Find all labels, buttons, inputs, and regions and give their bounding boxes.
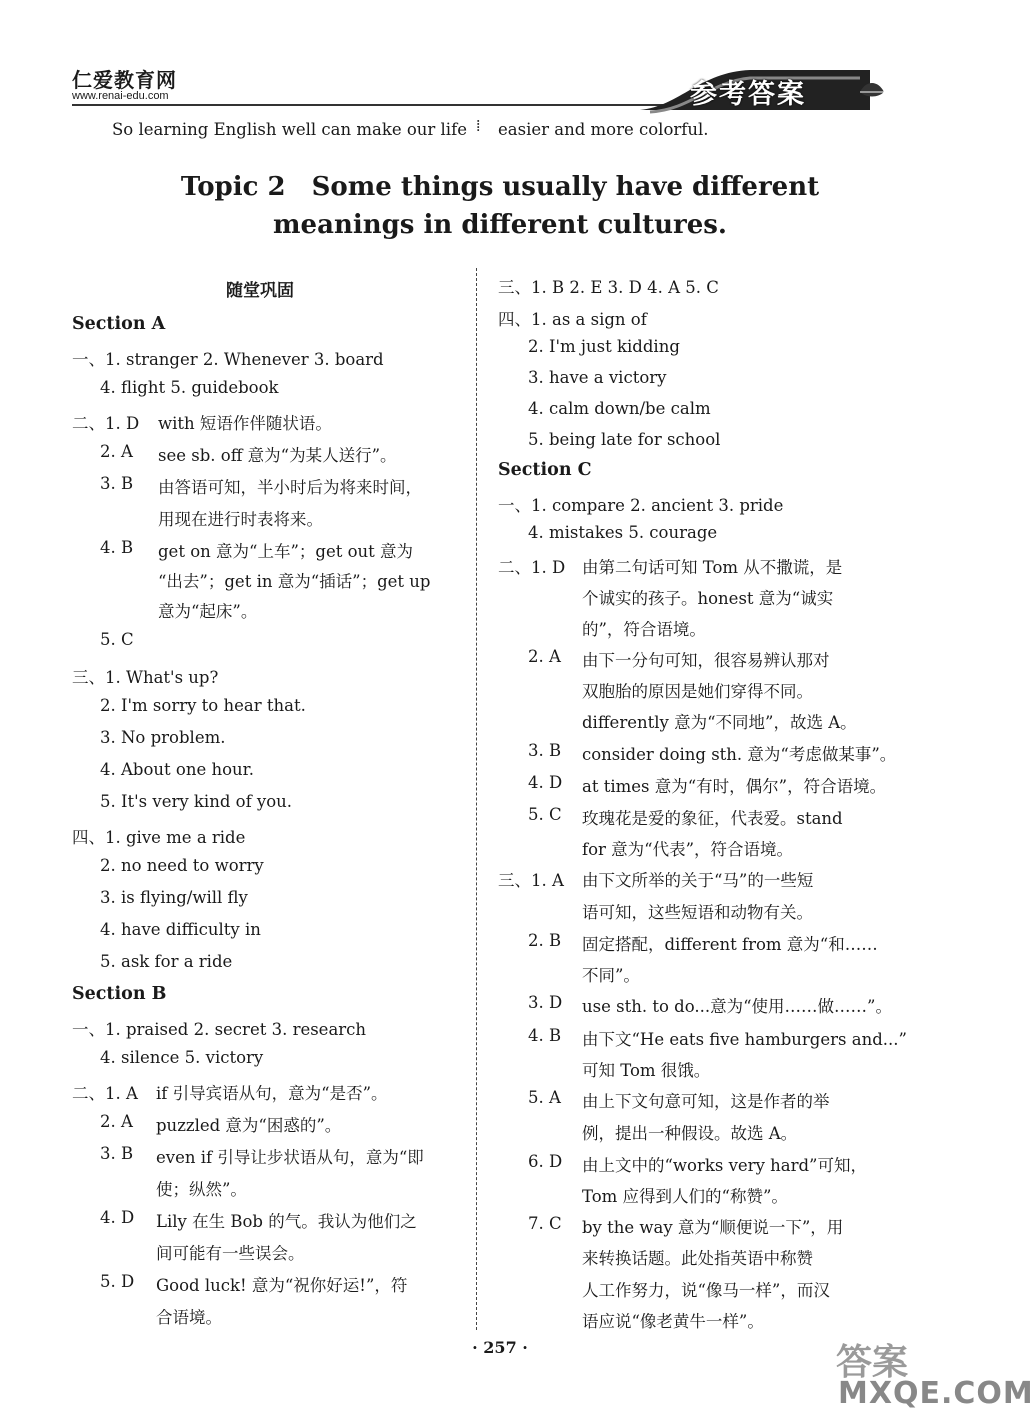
section-c-heading: Section C [498, 460, 592, 480]
topic-title-line1 [0, 172, 1000, 202]
column-divider [476, 268, 477, 1330]
b4-line4: 4. calm down/be calm [528, 399, 711, 418]
a2-q4-text1: get on 意为“上车”；get out 意为 [158, 542, 414, 561]
c2-q2-num: 2. A [528, 647, 561, 666]
c3-q3-text: use sth. to do...意为“使用……做……”。 [582, 997, 892, 1016]
b1-line2: 4. silence 5. victory [100, 1048, 264, 1067]
c1-line1: 一、1. compare 2. ancient 3. pride [498, 496, 784, 515]
b4-line3: 3. have a victory [528, 368, 667, 387]
b3-answers: 三、1. B 2. E 3. D 4. A 5. C [498, 278, 719, 297]
c3-q1-text2: 语可知，这些短语和动物有关。 [582, 903, 813, 922]
b2-q5-num: 5. D [100, 1272, 135, 1291]
a2-q2-text: see sb. off 意为“为某人送行”。 [158, 446, 397, 465]
c3-q6-text2: Tom 应得到人们的“称赞”。 [582, 1187, 788, 1206]
a1-line1: 一、1. stranger 2. Whenever 3. board [72, 350, 384, 369]
a2-q1-text: with 短语作伴随状语。 [158, 414, 332, 433]
c2-q1-num: 二、1. D [498, 558, 566, 577]
b4-line5: 5. being late for school [528, 430, 721, 449]
column-heading: 随堂巩固 [226, 281, 294, 301]
a2-q4-text2: “出去”；get in 意为“插话”；get up [158, 572, 431, 591]
c1-line2: 4. mistakes 5. courage [528, 523, 718, 542]
a4-line5: 5. ask for a ride [100, 952, 233, 971]
c2-q2-text2: 双胞胎的原因是她们穿得不同。 [582, 682, 813, 701]
a2-q3-num: 3. B [100, 474, 134, 493]
b2-q3-text1: even if 引导让步状语从句，意为“即 [156, 1148, 424, 1167]
section-b-heading: Section B [72, 984, 167, 1004]
cut-mark: ⁞ [476, 116, 481, 135]
watermark-logo: 答案 [836, 1342, 909, 1383]
c2-q1-text3: 的”，符合语境。 [582, 620, 706, 639]
c2-q5-text1: 玫瑰花是爱的象征，代表爱。stand [582, 809, 843, 828]
c2-q3-text: consider doing sth. 意为“考虑做某事”。 [582, 745, 897, 764]
b2-q1-text: if 引导宾语从句，意为“是否”。 [156, 1084, 388, 1103]
topic-heading: Some things usually have different [311, 172, 820, 202]
a2-q2-num: 2. A [100, 442, 133, 461]
a2-q4-num: 4. B [100, 538, 134, 557]
a2-q3-text1: 由答语可知，半小时后为将来时间， [158, 478, 422, 497]
b4-line2: 2. I'm just kidding [528, 337, 680, 356]
a3-line5: 5. It's very kind of you. [100, 792, 293, 811]
c2-q1-text2: 个诚实的孩子。honest 意为“诚实 [582, 589, 834, 608]
b1-line1: 一、1. praised 2. secret 3. research [72, 1020, 367, 1039]
c3-q4-text2: 可知 Tom 很饿。 [582, 1061, 711, 1080]
intro-right: easier and more colorful. [498, 120, 709, 139]
c2-q5-text2: for 意为“代表”，符合语境。 [582, 840, 794, 859]
intro-left: So learning English well can make our life [112, 120, 467, 139]
c3-q5-text1: 由上下文句意可知，这是作者的举 [582, 1092, 830, 1111]
c3-q7-num: 7. C [528, 1214, 562, 1233]
a4-line4: 4. have difficulty in [100, 920, 261, 939]
c3-q2-num: 2. B [528, 931, 562, 950]
b2-q5-text1: Good luck! 意为“祝你好运!”，符 [156, 1276, 408, 1295]
c2-q5-num: 5. C [528, 805, 562, 824]
b2-q1-num: 二、1. A [72, 1084, 138, 1103]
a3-line2: 2. I'm sorry to hear that. [100, 696, 306, 715]
b2-q3-num: 3. B [100, 1144, 134, 1163]
c3-q1-num: 三、1. A [498, 871, 564, 890]
c2-q3-num: 3. B [528, 741, 562, 760]
a2-q4-text3: 意为“起床”。 [158, 602, 258, 621]
page-number: · 257 · [472, 1338, 528, 1357]
a3-line3: 3. No problem. [100, 728, 226, 747]
a2-q5: 5. C [100, 630, 134, 649]
c2-q4-num: 4. D [528, 773, 563, 792]
topic-label: Topic 2 [180, 172, 286, 202]
c3-q7-text4: 语应说“像老黄牛一样”。 [582, 1312, 764, 1331]
c3-q2-text2: 不同”。 [582, 966, 640, 985]
c3-q1-text1: 由下文所举的关于“马”的一些短 [582, 871, 814, 890]
header-rule [72, 104, 712, 106]
c3-q6-text1: 由上文中的“works very hard”可知， [582, 1156, 867, 1175]
a4-line3: 3. is flying/will fly [100, 888, 248, 907]
c3-q5-text2: 例，提出一种假设。故选 A。 [582, 1124, 798, 1143]
b2-q4-num: 4. D [100, 1208, 135, 1227]
c3-q7-text1: by the way 意为“顺便说一下”，用 [582, 1218, 844, 1237]
section-a-heading: Section A [72, 314, 166, 334]
a2-q1-num: 二、1. D [72, 414, 140, 433]
c3-q2-text1: 固定搭配，different from 意为“和…… [582, 935, 878, 954]
topic-title-line2: meanings in different cultures. [273, 210, 727, 240]
c2-q4-text: at times 意为“有时，偶尔”，符合语境。 [582, 777, 887, 796]
brand-url: www.renai-edu.com [72, 90, 169, 102]
b4-line1: 四、1. as a sign of [498, 310, 647, 329]
a2-q3-text2: 用现在进行时表将来。 [158, 510, 323, 529]
a3-line4: 4. About one hour. [100, 760, 254, 779]
c2-q2-text3: differently 意为“不同地”，故选 A。 [582, 713, 857, 732]
c2-q1-text1: 由第二句话可知 Tom 从不撒谎，是 [582, 558, 843, 577]
a4-line2: 2. no need to worry [100, 856, 264, 875]
c3-q4-text1: 由下文“He eats five hamburgers and...” [582, 1030, 907, 1049]
b2-q5-text2: 合语境。 [156, 1308, 222, 1327]
a1-line2: 4. flight 5. guidebook [100, 378, 279, 397]
c3-q5-num: 5. A [528, 1088, 561, 1107]
b2-q4-text2: 间可能有一些误会。 [156, 1244, 305, 1263]
a3-line1: 三、1. What's up? [72, 668, 219, 687]
b2-q2-text: puzzled 意为“困惑的”。 [156, 1116, 342, 1135]
banner-title: 参考答案 [690, 79, 806, 110]
c3-q4-num: 4. B [528, 1026, 562, 1045]
b2-q2-num: 2. A [100, 1112, 133, 1131]
c3-q3-num: 3. D [528, 993, 563, 1012]
b2-q3-text2: 使；纵然”。 [156, 1180, 247, 1199]
c2-q2-text1: 由下一分句可知，很容易辨认那对 [582, 651, 830, 670]
c3-q7-text3: 人工作努力，说“像马一样”，而汉 [582, 1281, 830, 1300]
watermark-text: MXQE.COM [838, 1376, 1034, 1411]
c3-q7-text2: 来转换话题。此处指英语中称赞 [582, 1249, 813, 1268]
c3-q6-num: 6. D [528, 1152, 563, 1171]
a4-line1: 四、1. give me a ride [72, 828, 246, 847]
brand-name: 仁爱教育网 [72, 68, 177, 92]
b2-q4-text1: Lily 在生 Bob 的气。我认为他们之 [156, 1212, 417, 1231]
